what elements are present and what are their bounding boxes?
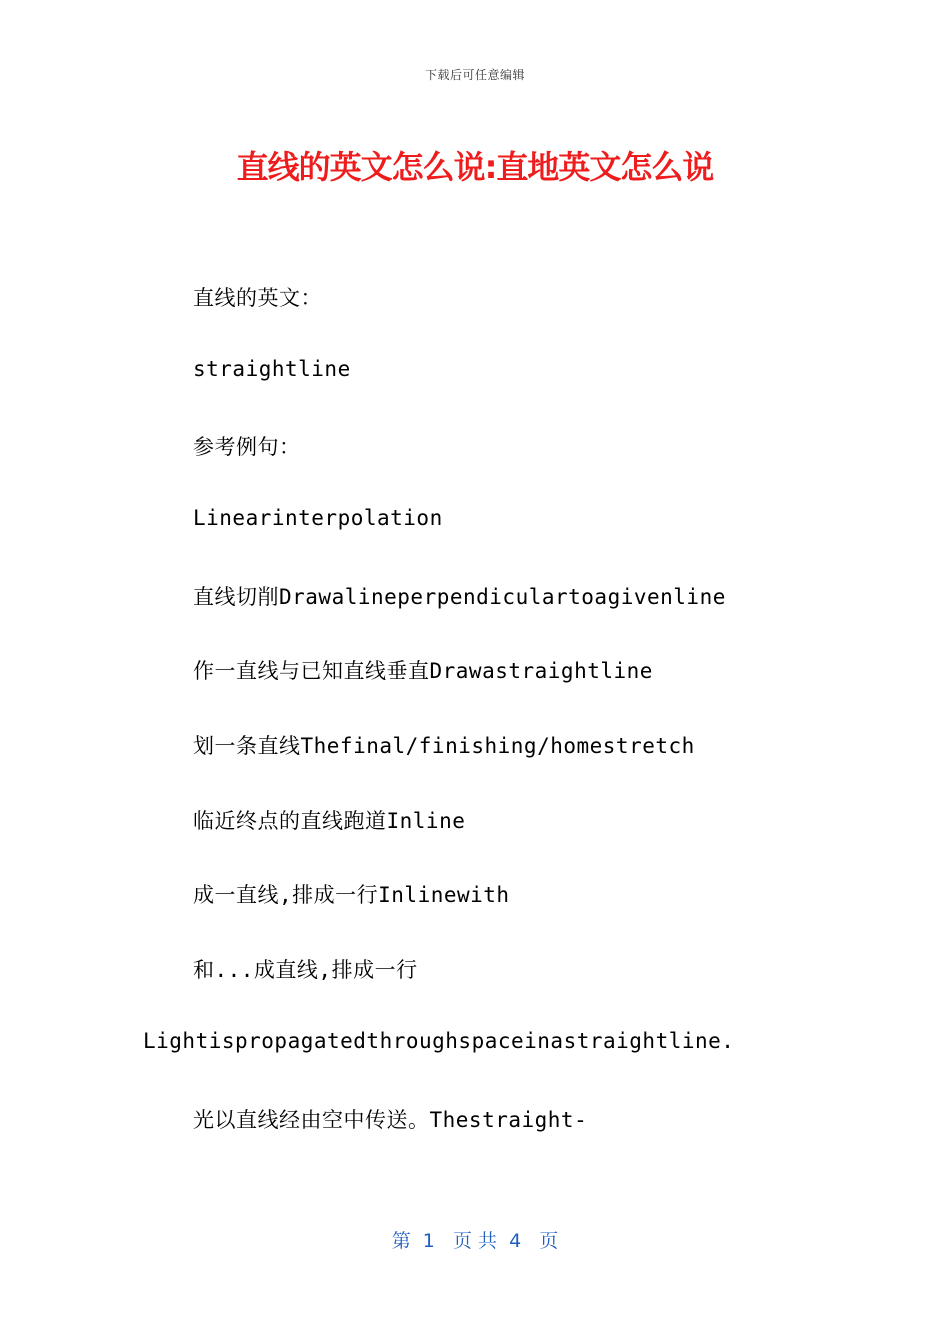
text-line: 临近终点的直线跑道Inline — [193, 809, 466, 833]
text-line: 直线的英文： — [193, 286, 322, 310]
text-line: 成一直线,排成一行Inlinewith — [193, 883, 510, 907]
text-line: 和...成直线,排成一行 — [193, 958, 418, 982]
text-line: 作一直线与已知直线垂直Drawastraightline — [193, 659, 653, 683]
text-line: 划一条直线Thefinal/finishing/homestretch — [193, 734, 695, 758]
text-line: straightline — [193, 357, 351, 381]
page-title: 直线的英文怎么说:直地英文怎么说 — [236, 148, 714, 186]
text-line: Linearinterpolation — [193, 506, 443, 530]
text-line: Lightispropagatedthroughspaceinastraightline. — [143, 1029, 735, 1053]
text-line: 直线切削Drawalineperpendiculartoagivenline — [193, 585, 726, 609]
text-line: 光以直线经由空中传送。Thestraight- — [193, 1108, 588, 1132]
page-footer: 第 1 页 共 4 页 — [391, 1230, 559, 1252]
header-note: 下载后可任意编辑 — [424, 68, 525, 82]
text-line: 参考例句： — [193, 435, 301, 459]
